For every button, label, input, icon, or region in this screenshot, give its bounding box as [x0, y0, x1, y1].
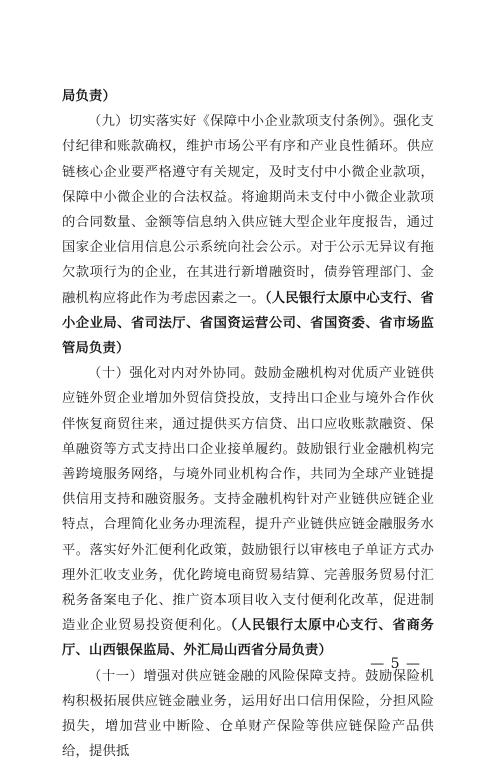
section-10	[62, 361, 434, 663]
section-10-heading: （十）强化对内对外协同。	[88, 366, 255, 382]
section-11-heading: （十一）增强对供应链金融的风险保障支持。	[88, 668, 366, 684]
section-11	[62, 664, 434, 764]
section-10-responsible: （人民银行太原中心支行、省商务厅、山西银保监局、外汇局山西省分局负责）	[62, 618, 434, 659]
section-9-heading: （九）切实落实好《保障中小企业款项支付条例》。	[88, 114, 394, 130]
section-10-body: 鼓励金融机构对优质产业链供应链外贸企业增加外贸信贷投放，支持出口企业与境外合作伙伴恢复商贸往来，通过提供买方信贷、出口应收账款融资、保单融资等方式支持出口企业接单履约。鼓励银行业金融机构完善跨境服务网络，与境外同业机构合作，共同为全球产业链提供信用支持和融资服务。支持金融机构针对产业链供应链企业特点，合理简化业务办理流程，提升产业链供应链金融服务水平。落实好外汇便利化政策，鼓励银行以审核电子单证方式办理外汇收支业务，优化跨境电商贸易结算、完善服务贸易付汇税务备案电子化、推广资本项目收入支付便利化改革，促进制造业企业贸易投资便利化。	[62, 366, 434, 634]
section-9	[62, 109, 434, 361]
page-number: — 5 —	[370, 656, 421, 672]
section-11-body: 鼓励保险机构积极拓展供应链金融业务，运用好出口信用保险，分担风险损失，增加营业中断险、仓单财产保险等供应链保险产品供给，提供抵	[62, 668, 435, 760]
lead-in-text: 局负责）	[62, 89, 116, 104]
section-9-responsible: （人民银行太原中心支行、省小企业局、省司法厅、省国资运营公司、省国资委、省市场监管局负责）	[62, 290, 435, 357]
section-9-body: 强化支付纪律和账款确权，维护市场公平有序和产业良性循环。供应链核心企业要严格遵守有关规定，及时支付中小微企业款项，保障中小微企业的合法权益。将逾期尚未支付中小微企业款项的合同数量、金额等信息纳入供应链大型企业年度报告，通过国家企业信用信息公示系统向社会公示。对于公示无异议有拖欠款项行为的企业，在其进行新增融资时，债券管理部门、金融机构应将此作为考虑因素之一。	[62, 114, 434, 306]
